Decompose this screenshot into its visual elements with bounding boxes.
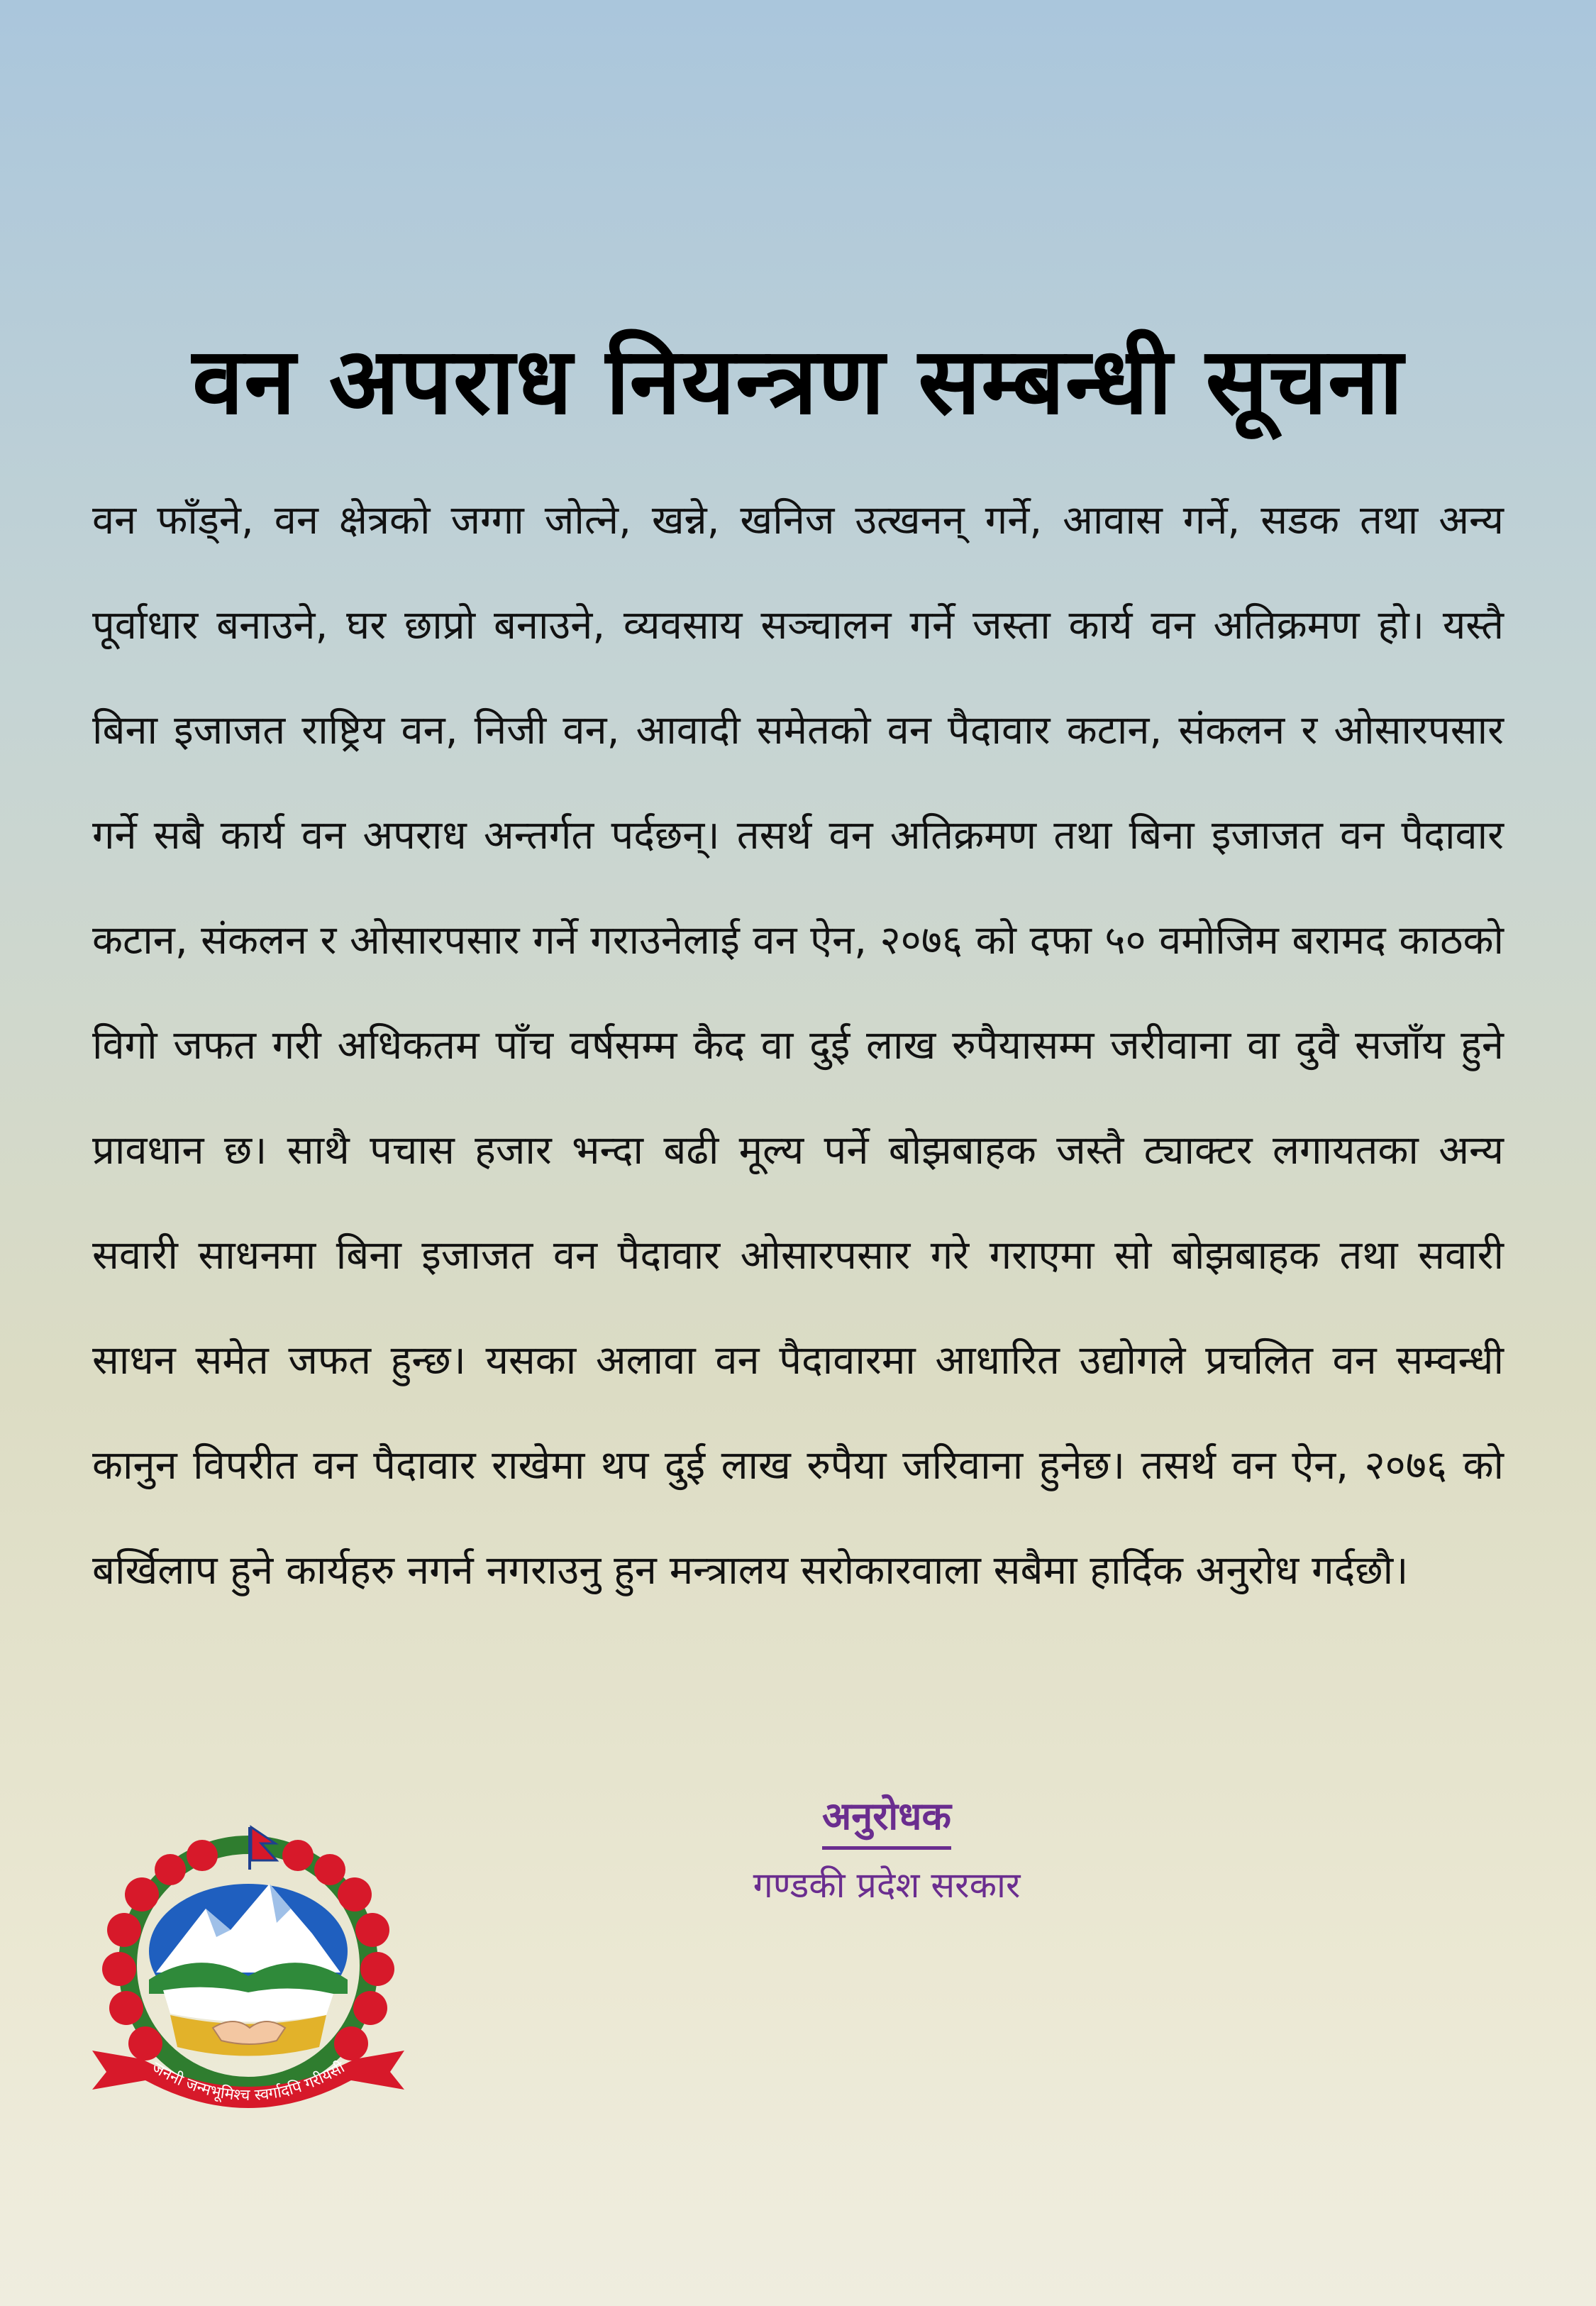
requester-label: अनुरोधक [822,1788,951,1850]
nepal-coat-of-arms-icon [64,1802,433,2136]
signature-block [638,1788,1135,1914]
emblem-motto: जननी जन्मभूमिश्च स्वर्गादपि गरीयसी [148,2058,348,2105]
page-title: वन अपराध नियन्त्रण सम्बन्धी सूचना [192,327,1404,436]
requester-organization: गण्डकी प्रदेश सरकार [753,1865,1021,1906]
notice-body: वन फाँड्ने, वन क्षेत्रको जग्गा जोत्ने, खन्ने, खनिज उत्खनन् गर्ने, आवास गर्ने, सडक तथा अन्य पूर्वाधार बनाउने, घर छाप्रो बनाउने, व्यवसाय सञ्चालन गर्ने जस्ता कार्य वन अतिक्रमण हो। यस्तै बिना इजाजत राष्ट्रिय वन, निजी वन, आवादी समेतको वन पैदावार कटान, संकलन र ओसारपसार गर्ने सबै कार्य वन अपराध अन्तर्गत पर्दछन्। तसर्थ वन अतिक्रमण तथा बिना इजाजत वन पैदावार कटान, संकलन र ओसारपसार गर्ने गराउनेलाई वन ऐन, २०७६ को दफा ५० वमोजिम बरामद काठको विगो जफत गरी अधिकतम पाँच वर्षसम्म कैद वा दुई लाख रुपैयासम्म जरीवाना वा दुवै सजाँय हुने प्रावधान छ। साथै पचास हजार भन्दा बढी मूल्य पर्ने बोझबाहक जस्तै ट्याक्टर लगायतका अन्य सवारी साधनमा बिना इजाजत वन पैदावार ओसारपसार गरे गराएमा सो बोझबाहक तथा सवारी साधन समेत जफत हुन्छ। यसका अलावा वन पैदावारमा आधारित उद्योगले प्रचलित वन सम्वन्धी कानुन विपरीत वन पैदावार राखेमा थप दुई लाख रुपैया जरिवाना हुनेछ। तसर्थ वन ऐन, २०७६ को बर्खिलाप हुने कार्यहरु नगर्न नगराउनु हुन मन्त्रालय सरोकारवाला सबैमा हार्दिक अनुरोध गर्दछौ। [92,497,1504,1594]
